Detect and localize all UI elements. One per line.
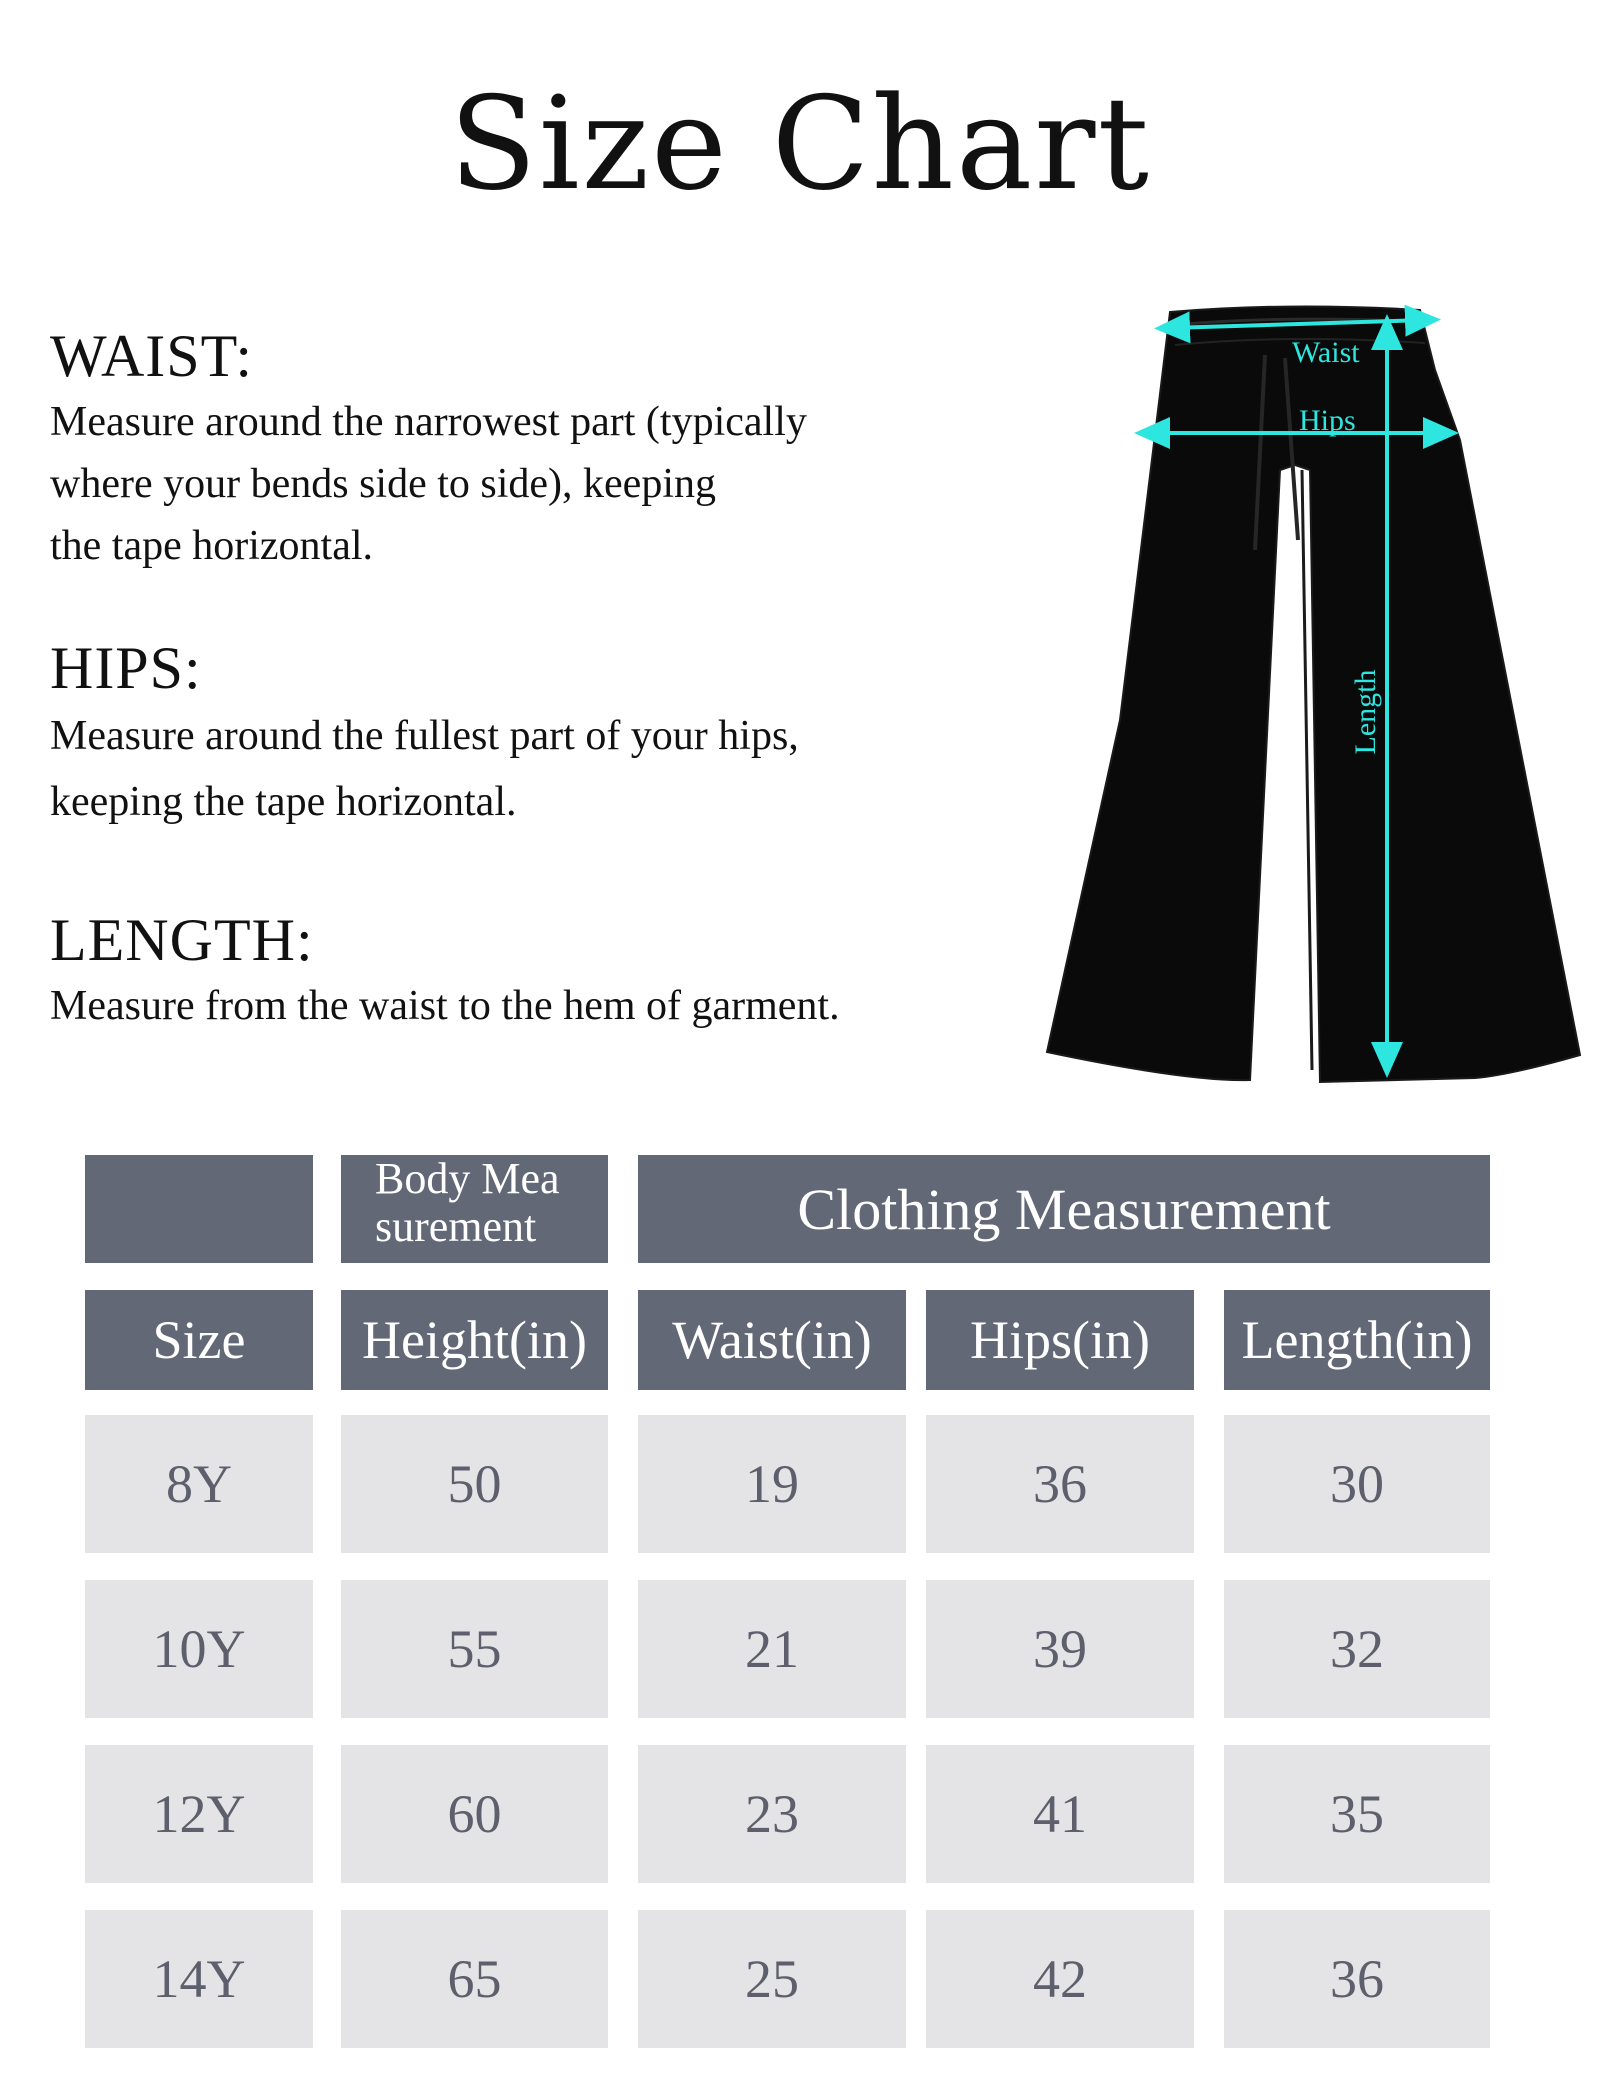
table-cell: 10Y	[85, 1580, 313, 1718]
table-cell: 42	[926, 1910, 1194, 2048]
table-cell: 12Y	[85, 1745, 313, 1883]
table-cell: 41	[926, 1745, 1194, 1883]
waist-line-3: the tape horizontal.	[50, 523, 374, 569]
table-cell: 55	[341, 1580, 608, 1718]
table-cell: 36	[1224, 1910, 1490, 2048]
waist-heading: WAIST:	[50, 323, 253, 389]
waist-section	[50, 322, 1070, 577]
length-line-1: Measure from the waist to the hem of garment.	[50, 983, 840, 1029]
column-header-hips: Hips(in)	[926, 1290, 1194, 1390]
length-heading: LENGTH:	[50, 907, 314, 973]
table-cell: 32	[1224, 1580, 1490, 1718]
hips-line-2: keeping the tape horizontal.	[50, 779, 517, 825]
column-header-size: Size	[85, 1290, 313, 1390]
body-measurement-header	[341, 1155, 608, 1263]
table-corner-header	[85, 1155, 313, 1263]
table-cell: 8Y	[85, 1415, 313, 1553]
hips-section	[50, 634, 1070, 835]
body-measurement-line-2: surement	[375, 1202, 537, 1251]
table-cell: 19	[638, 1415, 906, 1553]
table-cell: 25	[638, 1910, 906, 2048]
column-header-height: Height(in)	[341, 1290, 608, 1390]
body-measurement-line-1: Body Mea	[375, 1154, 560, 1203]
length-diagram-label: Length	[1349, 669, 1382, 755]
hips-diagram-label: Hips	[1299, 404, 1356, 437]
table-cell: 39	[926, 1580, 1194, 1718]
table-cell: 36	[926, 1415, 1194, 1553]
column-header-length: Length(in)	[1224, 1290, 1490, 1390]
table-cell: 65	[341, 1910, 608, 2048]
column-header-waist: Waist(in)	[638, 1290, 906, 1390]
waist-line-2: where your bends side to side), keeping	[50, 461, 716, 507]
table-cell: 60	[341, 1745, 608, 1883]
hips-line-1: Measure around the fullest part of your hips,	[50, 713, 799, 759]
clothing-measurement-header: Clothing Measurement	[638, 1155, 1490, 1263]
table-cell: 35	[1224, 1745, 1490, 1883]
table-cell: 14Y	[85, 1910, 313, 2048]
table-cell: 50	[341, 1415, 608, 1553]
length-section	[50, 906, 1070, 1037]
hips-heading: HIPS:	[50, 635, 202, 701]
pants-diagram	[1040, 300, 1600, 1100]
waist-line-1: Measure around the narrowest part (typically	[50, 399, 807, 445]
waist-diagram-label: Waist	[1292, 336, 1360, 369]
table-cell: 21	[638, 1580, 906, 1718]
page-title: Size Chart	[449, 70, 1151, 219]
table-cell: 23	[638, 1745, 906, 1883]
table-cell: 30	[1224, 1415, 1490, 1553]
